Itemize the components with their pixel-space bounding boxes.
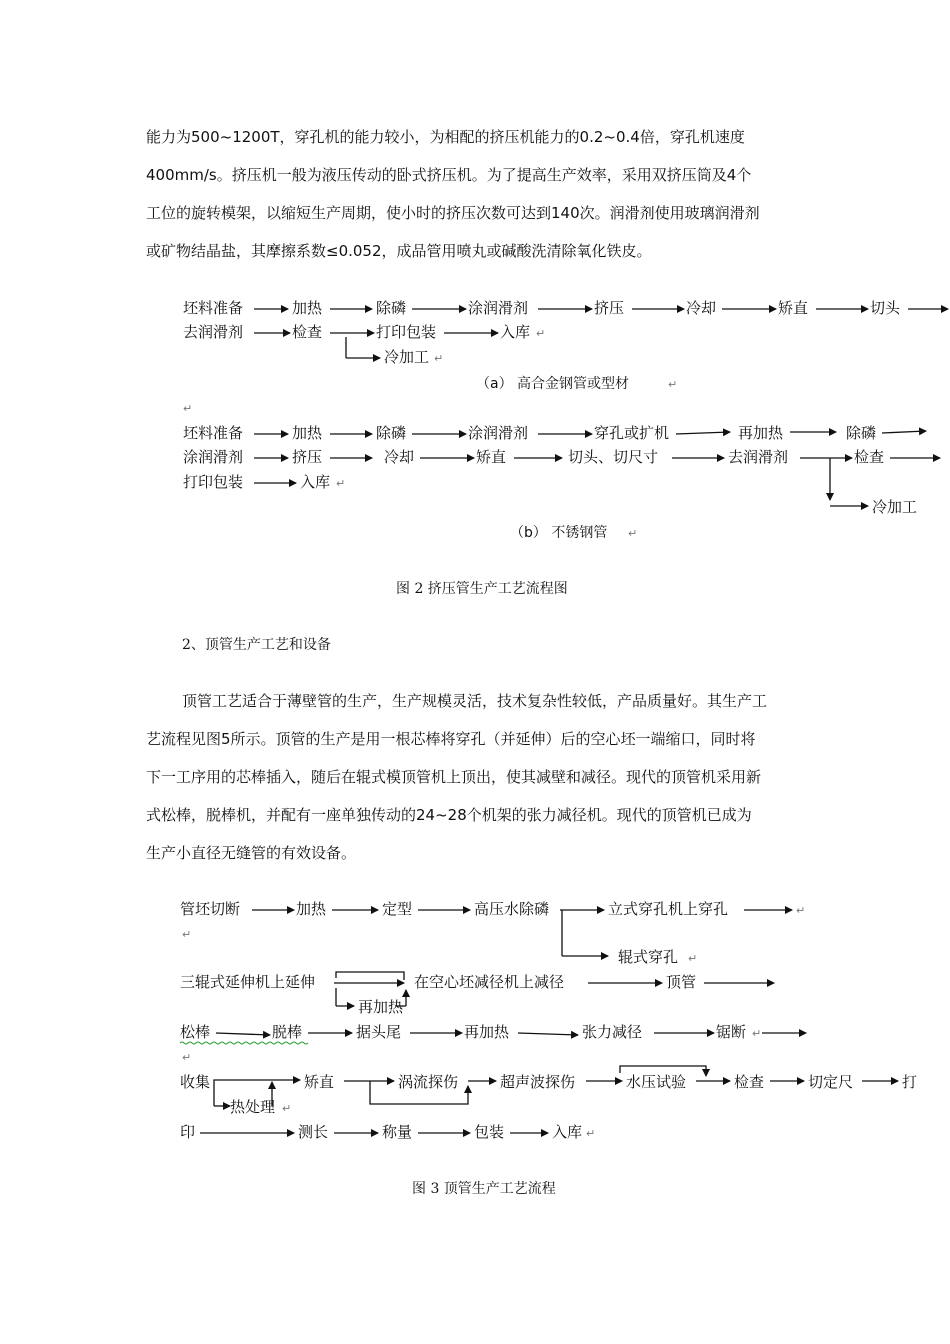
return-mark: ↵ xyxy=(182,1051,192,1064)
fig3-step: 收集 xyxy=(180,1073,211,1091)
fig3-step: 锯断 xyxy=(716,1023,747,1041)
fig3-step: 脱棒 xyxy=(272,1023,303,1041)
fig3-step: 包装 xyxy=(474,1123,505,1141)
fig3-step: 超声波探伤 xyxy=(500,1073,576,1091)
paragraph-line: 或矿物结晶盐，其摩擦系数≤0.052，成品管用喷丸或碱酸洗清除氧化铁皮。 xyxy=(146,242,652,260)
fig2b-step: 检查 xyxy=(854,448,885,466)
fig2b-step: 再加热 xyxy=(738,424,784,442)
fig3-step: 顶管 xyxy=(666,973,697,991)
return-mark: ↵ xyxy=(182,928,192,941)
return-mark: ↵ xyxy=(282,1102,292,1115)
fig2b-subtitle: （b） 不锈钢管 xyxy=(510,525,608,541)
fig2a-flowchart xyxy=(183,299,948,415)
fig3-step: 矫直 xyxy=(304,1073,335,1091)
return-mark: ↵ xyxy=(752,1027,762,1040)
fig2b-step: 切头、切尺寸 xyxy=(568,448,659,466)
fig2a-step: 入库 xyxy=(500,323,531,341)
paragraph-line: 400mm/s。挤压机一般为液压传动的卧式挤压机。为了提高生产效率，采用双挤压筒及4个 xyxy=(146,166,752,184)
fig2b-step: 入库 xyxy=(300,473,331,491)
fig3-step: 切定尺 xyxy=(808,1073,854,1091)
return-mark: ↵ xyxy=(434,352,444,365)
fig3-step: 入库 xyxy=(552,1123,583,1141)
fig2-caption: 图 2 挤压管生产工艺流程图 xyxy=(396,581,568,597)
fig3-step: 测长 xyxy=(298,1123,329,1141)
paragraph-line: 顶管工艺适合于薄壁管的生产，生产规模灵活，技术复杂性较低，产品质量好。其生产工 xyxy=(182,692,768,710)
fig3-step: 管坯切断 xyxy=(180,900,241,918)
return-mark: ↵ xyxy=(668,378,678,391)
fig2a-branch: 冷加工 xyxy=(384,348,430,366)
return-mark: ↵ xyxy=(183,402,193,415)
fig2a-step: 冷却 xyxy=(686,299,717,317)
fig3-step: 称量 xyxy=(382,1123,413,1141)
fig2a-step: 切头 xyxy=(870,299,901,317)
paragraph-line: 生产小直径无缝管的有效设备。 xyxy=(146,844,357,862)
fig2b-step: 加热 xyxy=(292,424,323,442)
fig2a-step: 去润滑剂 xyxy=(183,323,244,341)
return-mark: ↵ xyxy=(336,477,346,490)
fig2b-step: 除磷 xyxy=(376,424,407,442)
fig2a-step: 检查 xyxy=(292,323,323,341)
fig2a-step: 涂润滑剂 xyxy=(468,299,529,317)
fig2b-step: 矫直 xyxy=(476,448,507,466)
fig3-step: 打 xyxy=(902,1073,918,1091)
fig2b-step: 涂润滑剂 xyxy=(468,424,529,442)
fig3-step: 再加热 xyxy=(464,1023,510,1041)
return-mark: ↵ xyxy=(628,527,638,540)
fig2b-step: 打印包装 xyxy=(183,473,244,491)
fig3-step: 据头尾 xyxy=(356,1023,402,1041)
fig2b-branch: 冷加工 xyxy=(872,498,918,516)
return-mark: ↵ xyxy=(536,327,546,340)
fig3-step: 水压试验 xyxy=(626,1073,687,1091)
fig2b-step: 坯料准备 xyxy=(183,424,244,442)
fig2b-step: 涂润滑剂 xyxy=(183,448,244,466)
fig3-step: 检查 xyxy=(734,1073,765,1091)
fig3-step: 在空心坯减径机上减径 xyxy=(414,973,565,991)
paragraph-line: 式松棒，脱棒机，并配有一座单独传动的24~28个机架的张力减径机。现代的顶管机已成为 xyxy=(146,806,752,824)
fig3-branch: 辊式穿孔 xyxy=(618,948,679,966)
paragraph-line: 能力为500~1200T，穿孔机的能力较小，为相配的挤压机能力的0.2~0.4倍，穿孔机速度 xyxy=(146,128,745,146)
fig3-branch: 热处理 xyxy=(230,1098,276,1116)
fig2a-step: 坯料准备 xyxy=(183,299,244,317)
return-mark: ↵ xyxy=(586,1127,596,1140)
fig2a-step: 矫直 xyxy=(778,299,809,317)
paragraph-line: 下一工序用的芯棒插入，随后在辊式模顶管机上顶出，使其减壁和减径。现代的顶管机采用新 xyxy=(146,768,762,786)
fig3-step: 三辊式延伸机上延伸 xyxy=(180,973,316,991)
return-mark: ↵ xyxy=(796,904,806,917)
paragraph-line: 艺流程见图5所示。顶管的生产是用一根芯棒将穿孔（并延伸）后的空心坯一端缩口，同时将 xyxy=(146,730,756,748)
fig2b-step: 穿孔或扩机 xyxy=(594,424,670,442)
fig2a-step: 挤压 xyxy=(594,299,625,317)
paragraph-line: 工位的旋转模架，以缩短生产周期，使小时的挤压次数可达到140次。润滑剂使用玻璃润滑剂 xyxy=(146,204,760,222)
fig2a-subtitle: （a） 高合金钢管或型材 xyxy=(476,376,630,392)
fig2b-step: 挤压 xyxy=(292,448,323,466)
fig2b-flowchart xyxy=(183,424,940,541)
fig3-step: 印 xyxy=(180,1123,196,1141)
fig3-branch: 再加热 xyxy=(358,998,404,1016)
fig3-step: 张力减径 xyxy=(582,1023,643,1041)
fig3-step: 松棒 xyxy=(180,1023,211,1041)
return-mark: ↵ xyxy=(688,952,698,965)
fig3-caption: 图 3 顶管生产工艺流程 xyxy=(412,1181,556,1197)
fig3-flowchart xyxy=(180,900,917,1141)
fig3-step: 涡流探伤 xyxy=(398,1073,459,1091)
section-heading: 2、顶管生产工艺和设备 xyxy=(182,637,331,653)
fig3-step: 高压水除磷 xyxy=(474,900,550,918)
fig2b-step: 去润滑剂 xyxy=(728,448,789,466)
fig3-step: 立式穿孔机上穿孔 xyxy=(608,900,729,918)
fig2a-step: 加热 xyxy=(292,299,323,317)
fig3-step: 加热 xyxy=(296,900,327,918)
fig2b-step: 除磷 xyxy=(846,424,877,442)
fig2b-step: 冷却 xyxy=(384,448,415,466)
fig3-step: 定型 xyxy=(382,900,413,918)
fig2a-step: 除磷 xyxy=(376,299,407,317)
fig2a-step: 打印包装 xyxy=(376,323,437,341)
